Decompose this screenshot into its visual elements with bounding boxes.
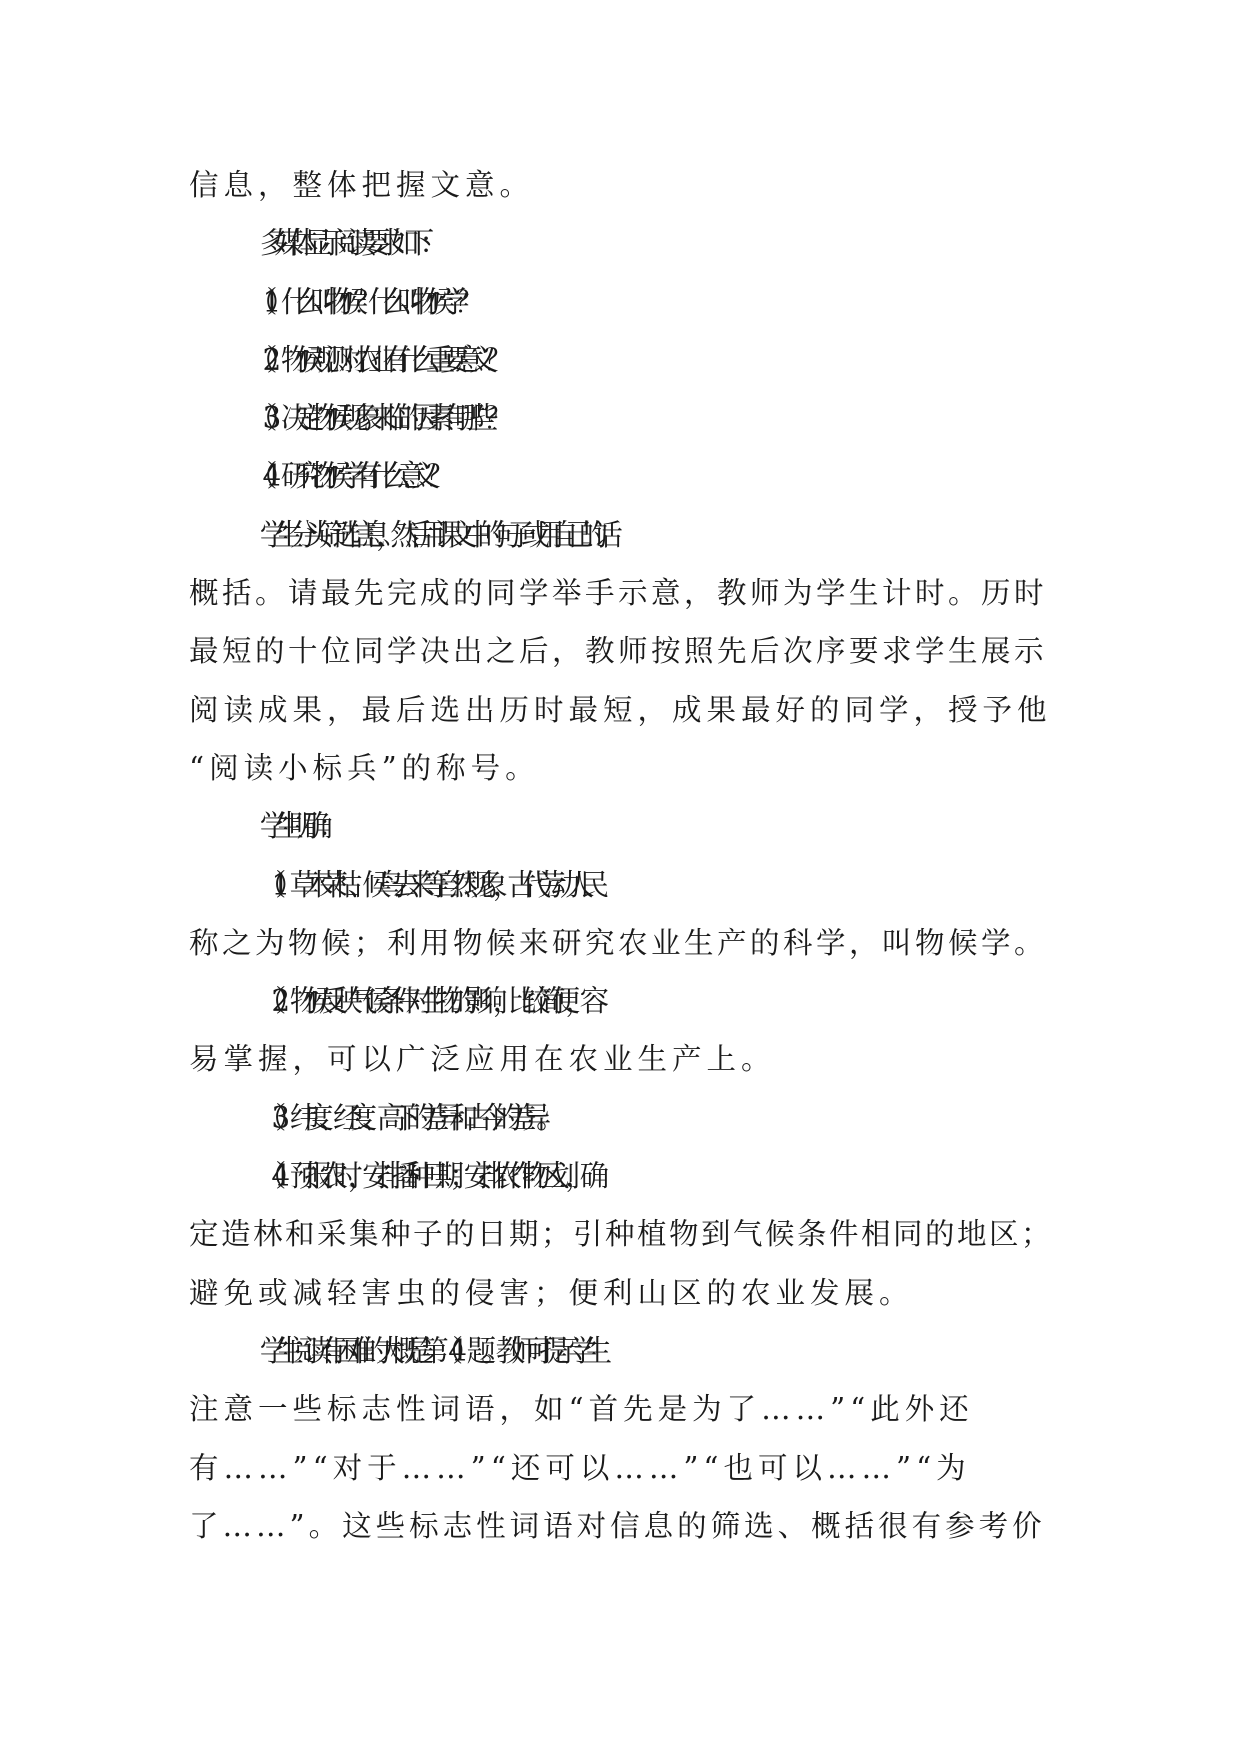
text-line: 学生分头筛选信息，然后用课文中的句子或用自己的话 <box>259 517 608 552</box>
answer-1 <box>189 856 1057 973</box>
text-line: 学生明确： <box>259 809 333 844</box>
question-2 <box>189 331 1057 389</box>
question-1 <box>189 273 1057 331</box>
paragraph-continuation <box>189 156 1057 214</box>
text-line: （1）草木荣枯、候鸟去来等自然现象，古代劳动人民 <box>256 867 595 902</box>
paragraph-teacher-hint <box>189 1322 1057 1555</box>
text-line: 定造林和采集种子的日期；引种植物到气候条件相同的地区； <box>189 1217 1054 1252</box>
text-line: （3）纬度、经度、高下的差异和古今的差异。 <box>256 1100 551 1135</box>
answer-3 <box>189 1089 1057 1147</box>
text-line: （2）物候观测对农业有什么重要意义？ <box>248 342 499 377</box>
answer-4 <box>189 1147 1057 1322</box>
text-line: （3）决定物候现象来临的因素有哪些？ <box>248 401 499 436</box>
text-line: （1）什么叫物候？什么叫物候学？ <box>248 284 470 319</box>
text-line: 易掌握，可以广泛应用在农业生产上。 <box>189 1042 776 1077</box>
text-line: （4）预报农时，安排播种日期；安排农作物区划，确 <box>256 1159 595 1194</box>
text-line: 避免或减轻害虫的侵害；便利山区的农业发展。 <box>189 1275 914 1310</box>
text-line: 有……”“对于……”“还可以……”“也可以……”“为 <box>189 1450 971 1485</box>
text-line: （4）研究物候学有什么意义？ <box>248 459 441 494</box>
text-line: 注意一些标志性词语，如“首先是为了……”“此外还 <box>189 1392 974 1427</box>
text-line: “阅读小标兵”的称号。 <box>189 750 540 785</box>
text-line: 信息，整体把握文意。 <box>189 168 535 202</box>
question-4 <box>189 447 1057 505</box>
text-line: 概括。请最先完成的同学举手示意，教师为学生计时。历时 <box>189 576 1048 611</box>
body-text <box>189 156 1057 1555</box>
answer-2 <box>189 972 1057 1089</box>
paragraph-student-activity <box>189 506 1057 797</box>
text-line: 了……”。这些标志性词语对信息的筛选、概括很有参考价 <box>189 1508 1046 1543</box>
question-3 <box>189 389 1057 447</box>
text-line: 称之为物候；利用物候来研究农业生产的科学，叫物候学。 <box>189 925 1048 960</box>
text-line: 最短的十位同学决出之后，教师按照先后次序要求学生展示 <box>189 634 1048 669</box>
text-line: 多媒体显示阅读要求如下： <box>259 226 434 261</box>
paragraph-reading-requirements-intro <box>189 214 1057 272</box>
text-line: 阅读成果，最后选出历时最短，成果最好的同学，授予他 <box>189 692 1052 727</box>
text-line: 学生阅读有困难的大概是第（4）题。教师可提示学生 <box>259 1333 598 1368</box>
text-line: （2）物候反映气候条件对生物的影响，比较简便，容 <box>256 984 595 1019</box>
paragraph-students-clarify <box>189 797 1057 855</box>
